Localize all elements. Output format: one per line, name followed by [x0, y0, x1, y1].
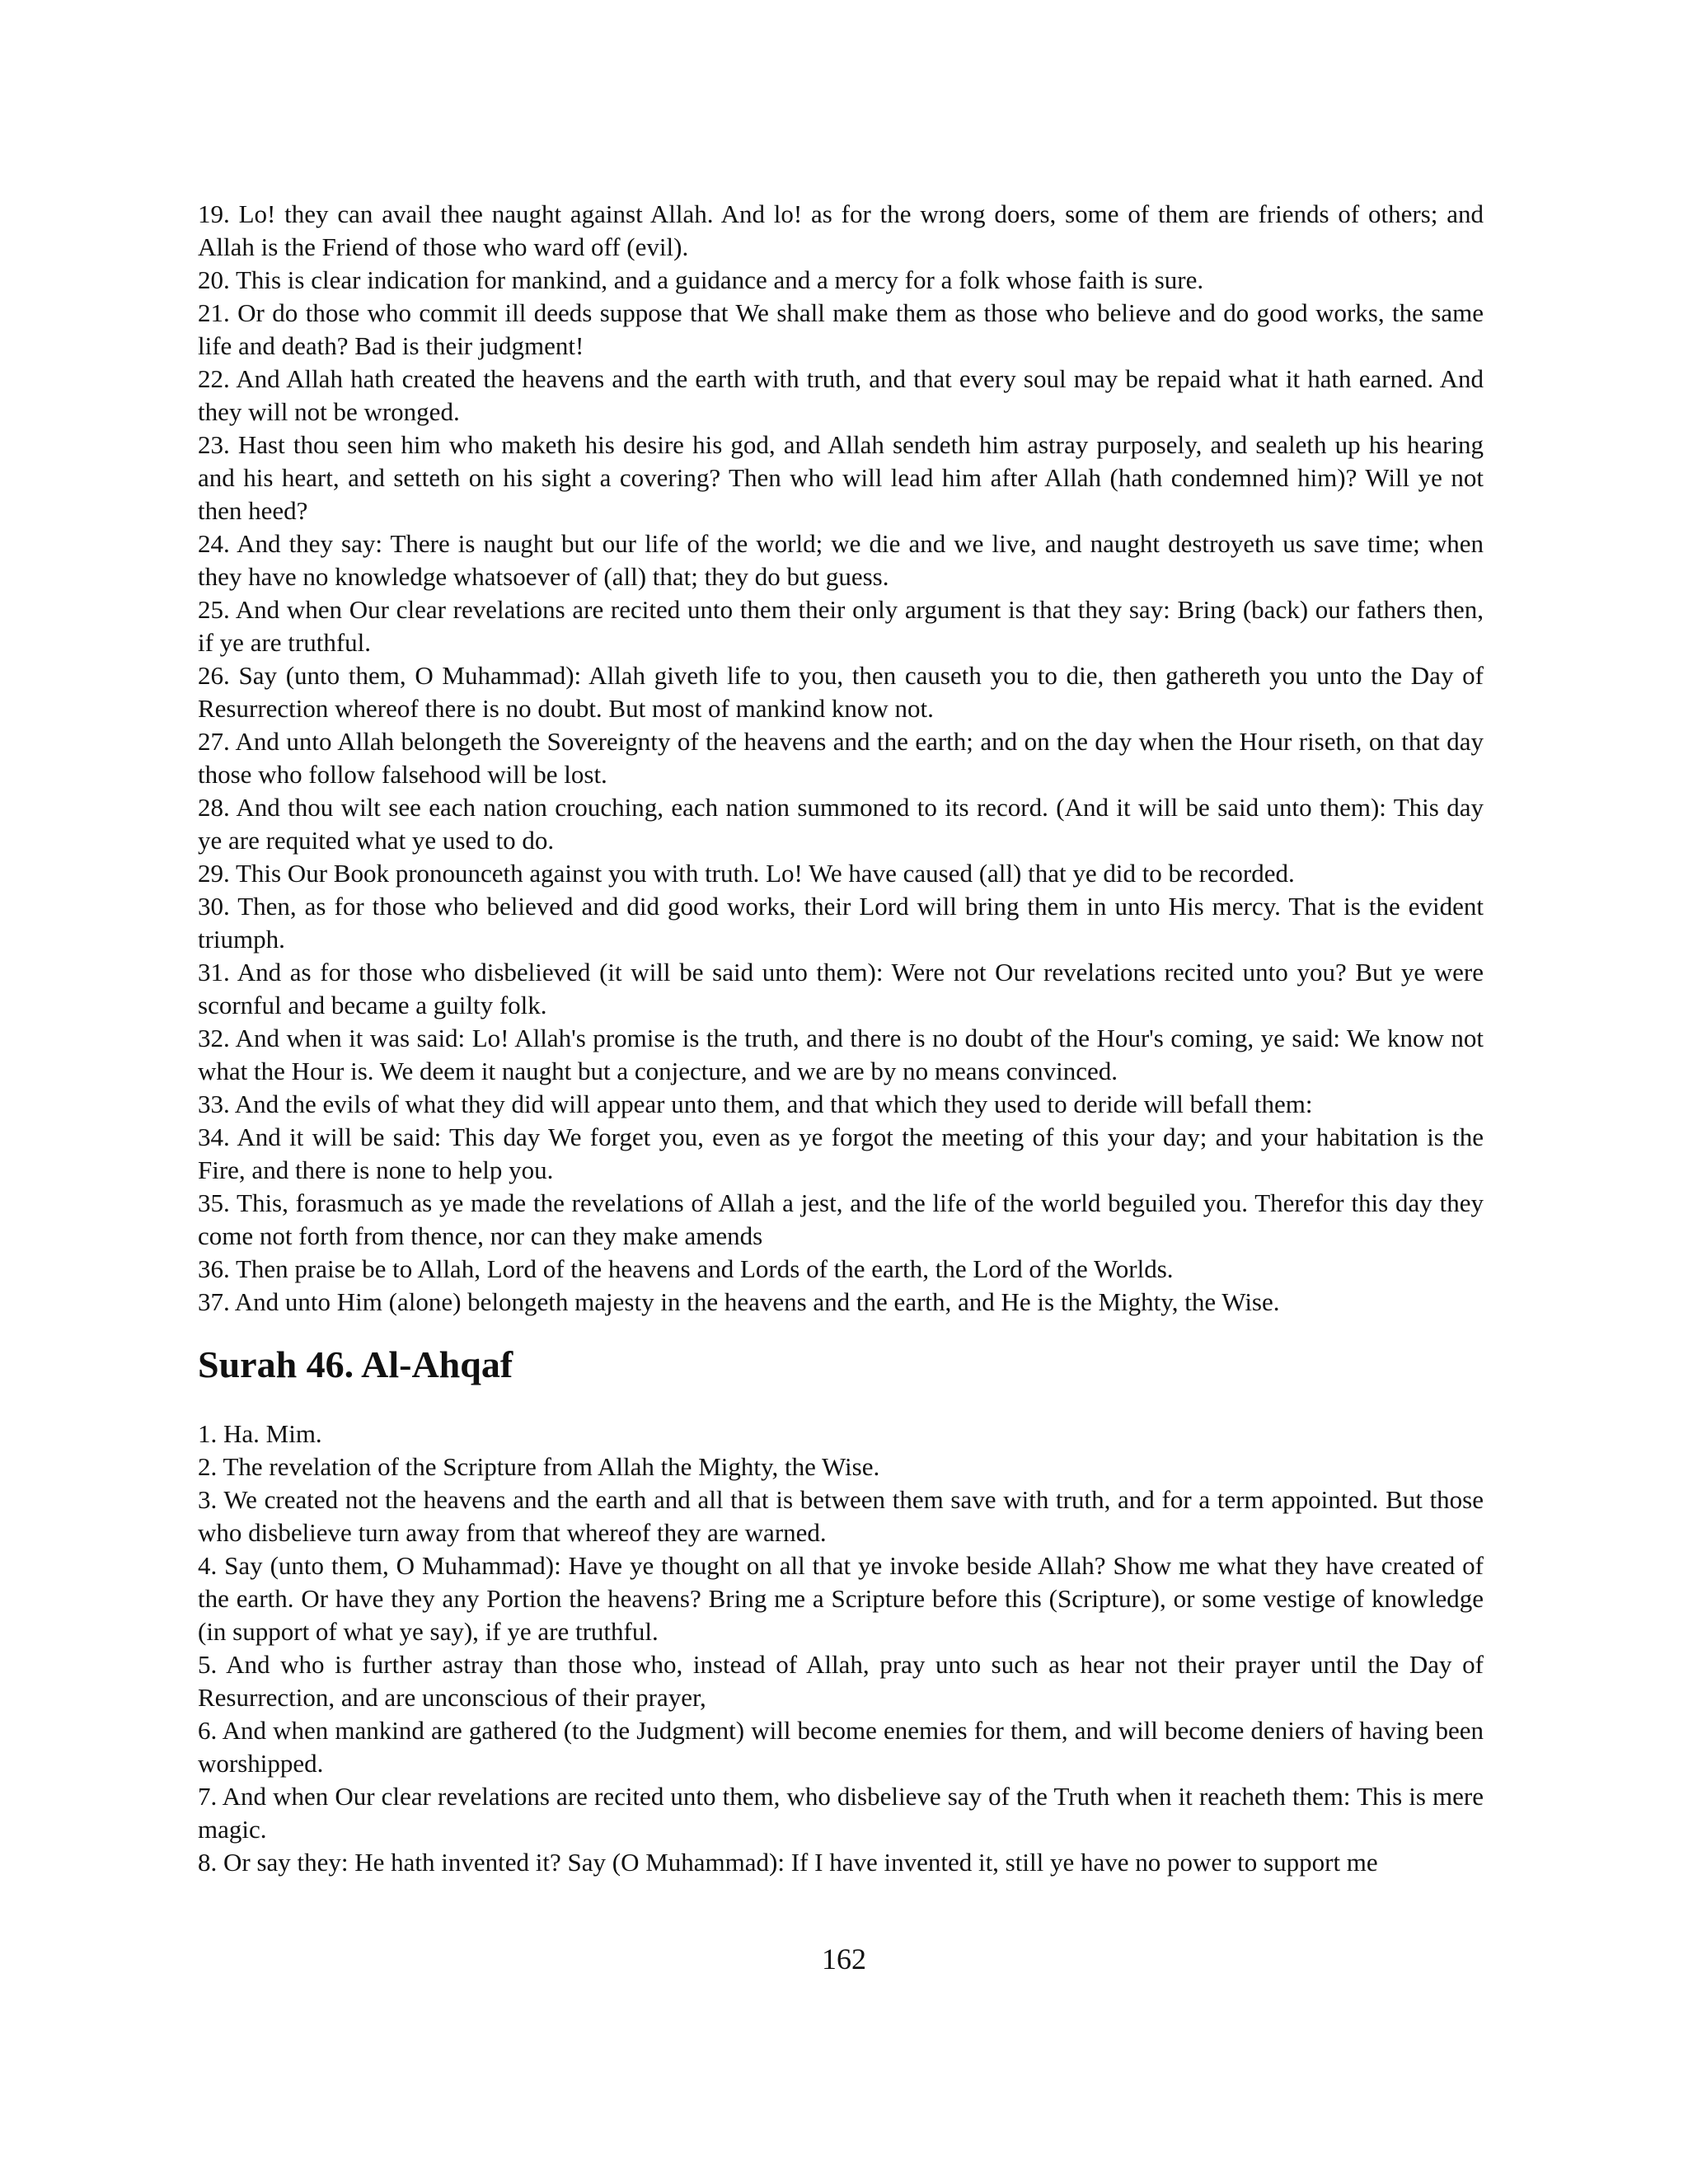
- verse-33: 33. And the evils of what they did will appear unto them, and that which they used to deride will befall them:: [198, 1090, 1313, 1118]
- verse-7: 7. And when Our clear revelations are recited unto them, who disbelieve say of the Truth when it reacheth them: This is mere magic.: [198, 1782, 1484, 1844]
- page-number: 162: [822, 1943, 866, 1975]
- surah-heading: Surah 46. Al-Ahqaf: [198, 1343, 513, 1385]
- verse-27: 27. And unto Allah belongeth the Sovereignty of the heavens and the earth; and on the day when the Hour riseth, on that day those who follow falsehood will be lost.: [198, 727, 1484, 789]
- verse-34: 34. And it will be said: This day We forget you, even as ye forgot the meeting of this your day; and your habitation is the Fire, and there is none to help you.: [198, 1122, 1484, 1184]
- verse-32: 32. And when it was said: Lo! Allah's promise is the truth, and there is no doubt of the Hour's coming, ye said: We know not what the Hour is. We deem it naught but a conjecture, and we are by no means convinced.: [198, 1024, 1484, 1085]
- verses-section-46: [198, 1418, 1484, 1879]
- verse-26: 26. Say (unto them, O Muhammad): Allah giveth life to you, then causeth you to die, then gathereth you unto the Day of Resurrection whereof there is no doubt. But most of mankind know not.: [198, 661, 1484, 723]
- verse-31: 31. And as for those who disbelieved (it will be said unto them): Were not Our revelations recited unto you? But ye were scornful and became a guilty folk.: [198, 958, 1484, 1019]
- verse-19: 19. Lo! they can avail thee naught against Allah. And lo! as for the wrong doers, some of them are friends of others; and Allah is the Friend of those who ward off (evil).: [198, 199, 1484, 261]
- verse-1: 1. Ha. Mim.: [198, 1419, 322, 1448]
- verses-section-45: [198, 198, 1484, 1319]
- verse-24: 24. And they say: There is naught but our life of the world; we die and we live, and naught destroyeth us save time; when they have no knowledge whatsoever of (all) that; they do but guess.: [198, 529, 1484, 591]
- verse-28: 28. And thou wilt see each nation crouching, each nation summoned to its record. (And it will be said unto them): This day ye are requited what ye used to do.: [198, 793, 1484, 855]
- verse-23: 23. Hast thou seen him who maketh his desire his god, and Allah sendeth him astray purposely, and sealeth up his hearing and his heart, and setteth on his sight a covering? Then who will lead him after Allah (hath condemned him)? Will ye not then heed?: [198, 430, 1484, 525]
- verse-35: 35. This, forasmuch as ye made the revelations of Allah a jest, and the life of the world beguiled you. Therefor this day they come not forth from thence, nor can they make amends: [198, 1188, 1484, 1250]
- verse-37: 37. And unto Him (alone) belongeth majesty in the heavens and the earth, and He is the Mighty, the Wise.: [198, 1287, 1280, 1316]
- verse-25: 25. And when Our clear revelations are recited unto them their only argument is that they say: Bring (back) our fathers then, if ye are truthful.: [198, 595, 1484, 657]
- verse-36: 36. Then praise be to Allah, Lord of the heavens and Lords of the earth, the Lord of the Worlds.: [198, 1254, 1174, 1283]
- verse-30: 30. Then, as for those who believed and did good works, their Lord will bring them in unto His mercy. That is the evident triumph.: [198, 892, 1484, 954]
- page-content: [198, 198, 1484, 1879]
- verse-4: 4. Say (unto them, O Muhammad): Have ye thought on all that ye invoke beside Allah? Show me what they have created of the earth. Or have they any Portion the heavens? Bring me a Scripture before this (Scripture), or some vestige of knowledge (in support of what ye say), if ye are truthful.: [198, 1551, 1484, 1646]
- verse-22: 22. And Allah hath created the heavens and the earth with truth, and that every soul may be repaid what it hath earned. And they will not be wronged.: [198, 364, 1484, 426]
- verse-21: 21. Or do those who commit ill deeds suppose that We shall make them as those who believe and do good works, the same life and death? Bad is their judgment!: [198, 298, 1484, 360]
- verse-3: 3. We created not the heavens and the earth and all that is between them save with truth, and for a term appointed. But those who disbelieve turn away from that whereof they are warned.: [198, 1485, 1484, 1547]
- verse-2: 2. The revelation of the Scripture from Allah the Mighty, the Wise.: [198, 1452, 880, 1481]
- verse-6: 6. And when mankind are gathered (to the Judgment) will become enemies for them, and will become deniers of having been worshipped.: [198, 1716, 1484, 1778]
- verse-8: 8. Or say they: He hath invented it? Say (O Muhammad): If I have invented it, still ye have no power to support me: [198, 1848, 1378, 1877]
- verse-29: 29. This Our Book pronounceth against you with truth. Lo! We have caused (all) that ye did to be recorded.: [198, 859, 1295, 888]
- verse-5: 5. And who is further astray than those who, instead of Allah, pray unto such as hear not their prayer until the Day of Resurrection, and are unconscious of their prayer,: [198, 1650, 1484, 1712]
- verse-20: 20. This is clear indication for mankind, and a guidance and a mercy for a folk whose faith is sure.: [198, 265, 1204, 294]
